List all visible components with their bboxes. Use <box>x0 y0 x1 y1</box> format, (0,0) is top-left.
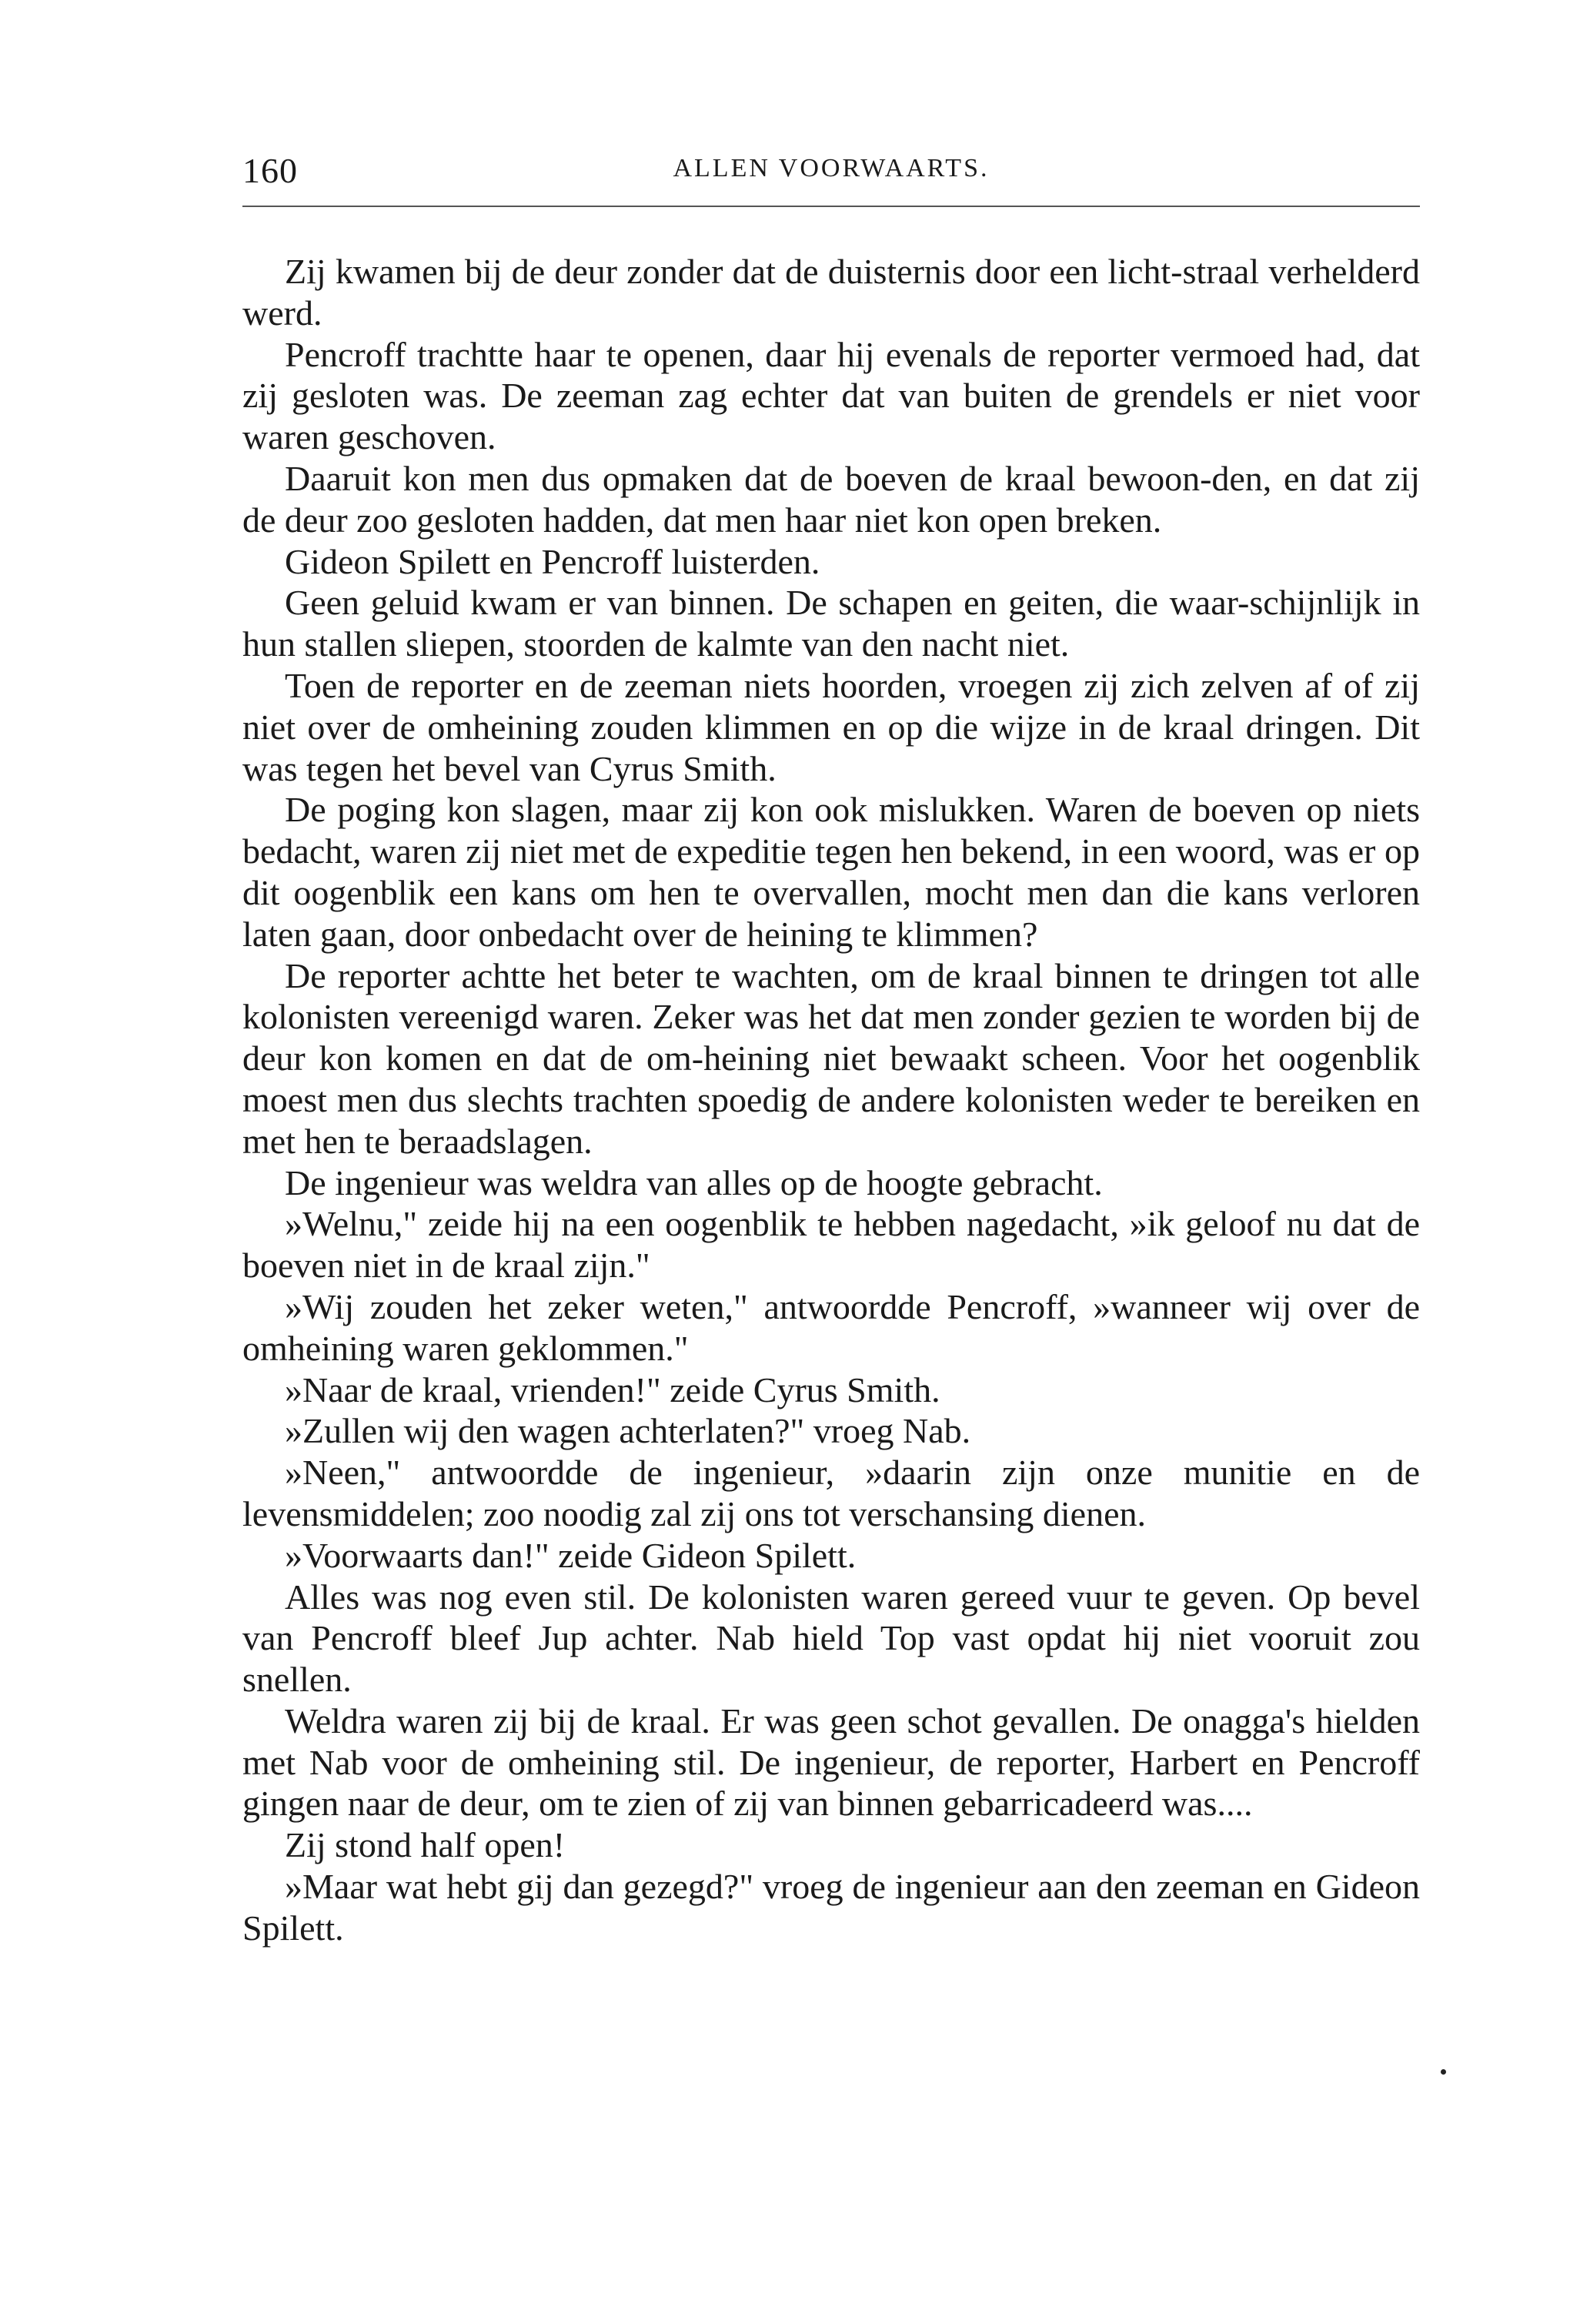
ink-speck <box>1441 2069 1446 2075</box>
header-rule <box>242 206 1420 207</box>
running-title: ALLEN VOORWAARTS. <box>673 154 990 182</box>
paragraph: »Naar de kraal, vrienden!" zeide Cyrus Smith. <box>285 1369 940 1409</box>
paragraph: »Wij zouden het zeker weten," antwoordde Pencroff, »wanneer wij over de omheining waren geklommen." <box>242 1286 1420 1368</box>
running-head <box>242 150 1420 196</box>
paragraph: De reporter achtte het beter te wachten, om de kraal binnen te dringen tot alle kolonisten vereenigd waren. Zeker was het dat men zonder gezien te worden bij de deur kon komen en dat de om-heining niet bewaakt scheen. Voor het oogenblik moest men dus slechts trachten spoedig de andere kolonisten weder te bereiken en met hen te beraadslagen. <box>242 955 1420 1161</box>
paragraph: Zij stond half open! <box>285 1825 566 1865</box>
paragraph: Daaruit kon men dus opmaken dat de boeven de kraal bewoon-den, en dat zij de deur zoo gesloten hadden, dat men haar niet kon open breken. <box>242 458 1420 540</box>
paragraph: »Voorwaarts dan!" zeide Gideon Spilett. <box>285 1535 857 1575</box>
paragraph: De poging kon slagen, maar zij kon ook mislukken. Waren de boeven op niets bedacht, waren zij niet met de expeditie tegen hen bekend, in een woord, was er op dit oogenblik een kans om hen te overvallen, mocht men dan die kans verloren laten gaan, door onbedacht over de heining te klimmen? <box>242 790 1420 954</box>
paragraph: Toen de reporter en de zeeman niets hoorden, vroegen zij zich zelven af of zij niet over de omheining zouden klimmen en op die wijze in de kraal dringen. Dit was tegen het bevel van Cyrus Smith. <box>242 665 1420 788</box>
paragraph: De ingenieur was weldra van alles op de hoogte gebracht. <box>285 1162 1103 1202</box>
page-number: 160 <box>242 151 298 190</box>
paragraph: Alles was nog even stil. De kolonisten waren gereed vuur te geven. Op bevel van Pencroff bleef Jup achter. Nab hield Top vast opdat hij niet vooruit zou snellen. <box>242 1577 1420 1700</box>
paragraph: Geen geluid kwam er van binnen. De schapen en geiten, die waar-schijnlijk in hun stallen sliepen, stoorden de kalmte van den nacht niet. <box>242 583 1420 664</box>
body-text <box>242 251 1420 1949</box>
paragraph: »Zullen wij den wagen achterlaten?" vroeg Nab. <box>285 1411 971 1451</box>
paragraph: Weldra waren zij bij de kraal. Er was geen schot gevallen. De onagga's hielden met Nab voor de omheining stil. De ingenieur, de reporter, Harbert en Pencroff gingen naar de deur, om te zien of zij van binnen gebarricadeerd was.... <box>242 1700 1420 1824</box>
paragraph: »Neen," antwoordde de ingenieur, »daarin zijn onze munitie en de levensmiddelen; zoo noodig zal zij ons tot verschansing dienen. <box>242 1453 1420 1533</box>
paragraph: Zij kwamen bij de deur zonder dat de duisternis door een licht-straal verhelderd werd. <box>242 252 1420 333</box>
paragraph: »Welnu," zeide hij na een oogenblik te hebben nagedacht, »ik geloof nu dat de boeven niet in de kraal zijn." <box>242 1204 1420 1286</box>
paragraph: Gideon Spilett en Pencroff luisterden. <box>285 541 820 581</box>
paragraph: Pencroff trachtte haar te openen, daar hij evenals de reporter vermoed had, dat zij gesloten was. De zeeman zag echter dat van buiten de grendels er niet voor waren geschoven. <box>242 334 1420 457</box>
paragraph: »Maar wat hebt gij dan gezegd?" vroeg de ingenieur aan den zeeman en Gideon Spilett. <box>242 1867 1420 1948</box>
